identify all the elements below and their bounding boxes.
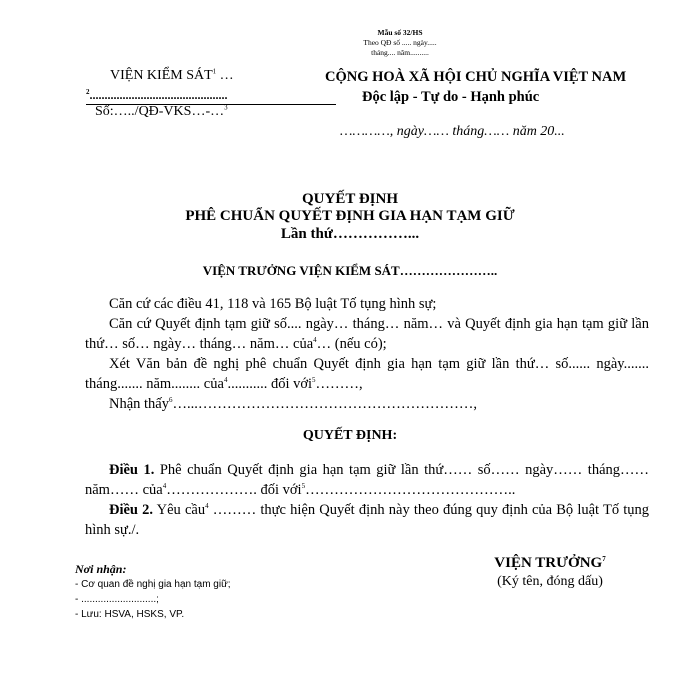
preamble-findings: Nhận thấy$^6$…...…………………………………………………,	[109, 396, 477, 412]
sub-agency-name: $^2$..............................................	[86, 88, 228, 102]
form-code	[330, 28, 470, 58]
recipients-heading: Nơi nhận:	[75, 562, 127, 576]
preamble-legal-basis: Căn cứ các điều 41, 118 và 165 Bộ luật Tố tụng hình sự;	[109, 296, 437, 312]
article-1-label: Điều 1.	[109, 462, 155, 478]
recipient-item: - ...........................;	[75, 594, 159, 605]
article-2: Điều 2. Yêu cầu$^4$ ……… thực hiện Quyết định này theo đúng quy định của Bộ luật Tố tụng hình sự./.	[85, 502, 650, 538]
signature-instruction: (Ký tên, đóng dấu)	[497, 574, 603, 589]
issuer-heading: VIỆN TRƯỞNG VIỆN KIỂM SÁT…………………..	[202, 263, 498, 278]
article-1: Điều 1. Phê chuẩn Quyết định gia hạn tạm giữ lần thứ…… số…… ngày…… tháng…… năm…… của$^4$………………. đối với$^5$……………………………………..	[85, 462, 650, 498]
document-subtitle: PHÊ CHUẨN QUYẾT ĐỊNH GIA HẠN TẠM GIỮ	[185, 208, 515, 224]
issue-date-line: …………, ngày…… tháng…… năm 20...	[340, 124, 565, 139]
extension-count: Lần thứ……………...	[280, 226, 420, 242]
recipient-item: - Lưu: HSVA, HSKS, VP.	[75, 609, 185, 620]
decision-heading: QUYẾT ĐỊNH:	[302, 428, 398, 443]
nation-heading: CỘNG HOÀ XÃ HỘI CHỦ NGHĨA VIỆT NAM	[325, 69, 627, 85]
preamble-decision-basis: Căn cứ Quyết định tạm giữ số.... ngày… tháng… năm… và Quyết định gia hạn tạm giữ lần thứ… số… ngày… tháng… năm… của$^4$… (nếu có);	[85, 316, 649, 352]
signature-block	[470, 555, 630, 590]
form-code-decision: Theo QĐ số ..... ngày.....	[363, 38, 437, 47]
signer-title: VIỆN TRƯỞNG$^7$	[494, 555, 606, 571]
form-code-number: Mẫu số 32/HS	[377, 28, 423, 37]
preamble-request-review: Xét Văn bản đề nghị phê chuẩn Quyết định gia hạn tạm giữ lần thứ… số...... ngày....... tháng....... năm........ của$^4$........... đối với$^5$………,	[85, 356, 649, 392]
recipient-item: - Cơ quan đề nghị gia hạn tạm giữ;	[75, 579, 231, 590]
form-code-date: tháng.... năm..........	[371, 48, 429, 57]
document-title: QUYẾT ĐỊNH	[302, 191, 398, 207]
national-motto: Độc lập - Tự do - Hạnh phúc	[362, 89, 540, 105]
article-2-label: Điều 2.	[109, 502, 154, 518]
agency-name: VIỆN KIỂM SÁT$^1$ …	[110, 67, 234, 83]
document-number: Số:…../QĐ-VKS…-…$^3$	[95, 103, 228, 119]
recipients-block	[75, 562, 231, 622]
